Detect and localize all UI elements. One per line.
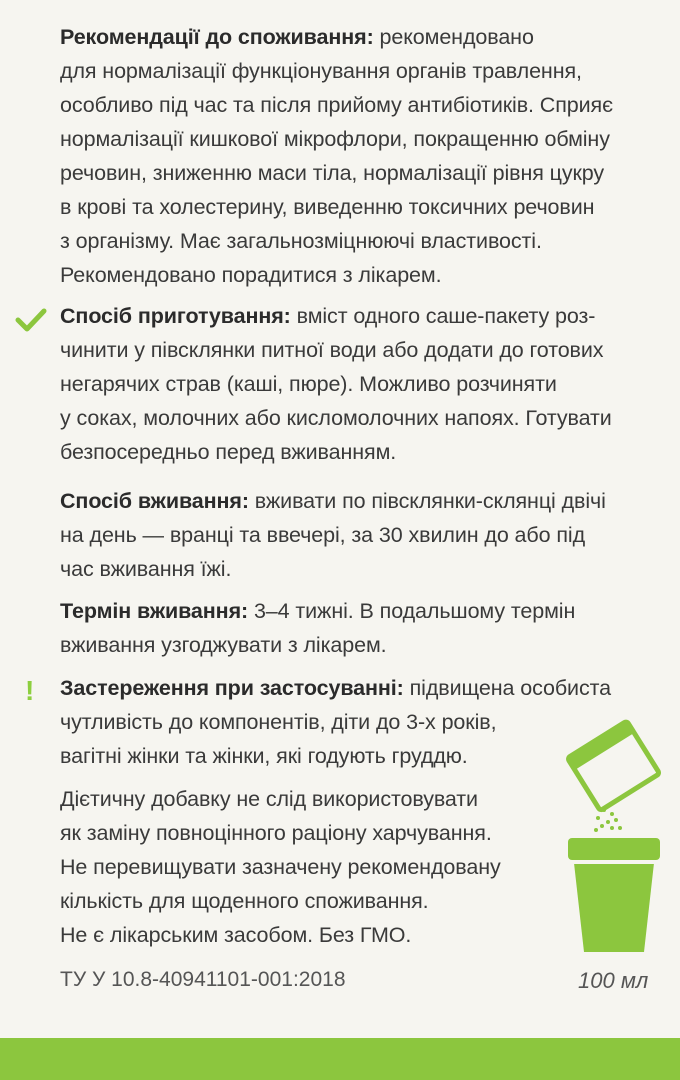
disclaimer-line: як заміну повноцінного раціону харчування. [60,821,492,845]
tu-code: ТУ У 10.8-40941101-001:2018 [60,968,346,991]
term-line: 3–4 тижні. В подальшому термін [248,599,576,623]
disclaimer-line: Не є лікарським засобом. Без ГМО. [60,923,412,947]
warning-line: підвищена особиста [403,676,611,700]
term-label: Термін вживання: [60,599,249,623]
checkmark-icon [14,306,48,334]
usage-line: на день — вранці та ввечері, за 30 хвилин до або під [60,523,586,547]
preparation-line: вміст одного саше-пакету роз- [290,304,596,328]
warning-line: вагітні жінки та жінки, які годують груддю. [60,744,468,768]
recommendation-label: Рекомендації до споживання: [60,25,374,49]
disclaimer-line: кількість для щоденного споживання. [60,889,429,913]
usage-line: вживати по півсклянки-склянці двічі [248,489,606,513]
term-section [60,594,660,662]
usage-label: Спосіб вживання: [60,489,249,513]
preparation-line: безпосередньо перед вживанням. [60,440,397,464]
recommendation-line: в крові та холестерину, виведенню токсичних речовин [60,195,595,219]
disclaimer-line: Не перевищувати зазначену рекомендовану [60,855,501,879]
recommendation-line: нормалізації кишкової мікрофлори, покращенню обміну [60,127,610,151]
preparation-line: негарячих страв (каші, пюре). Можливо розчиняти [60,372,557,396]
usage-line: час вживання їжі. [60,557,232,581]
volume-label: 100 мл [578,968,649,993]
bottom-accent-bar [0,1038,680,1080]
warning-line: чутливість до компонентів, діти до 3-х років, [60,710,497,734]
term-line: вживання узгоджувати з лікарем. [60,633,387,657]
preparation-section [60,299,660,469]
recommendation-line: рекомендовано [373,25,534,49]
exclamation-icon: ! [25,675,35,706]
recommendation-line: особливо під час та після прийому антибіотиків. Сприяє [60,93,613,117]
recommendation-line: речовин, зниженню маси тіла, нормалізації рівня цукру [60,161,605,185]
preparation-line: у соках, молочних або кисломолочних напоях. Готувати [60,406,612,430]
sachet-cup-icon [558,710,668,955]
recommendation-line: з організму. Має загальнозміцнюючі властивості. [60,229,542,253]
preparation-label: Спосіб приготування: [60,304,291,328]
disclaimer-section [60,782,560,952]
usage-section [60,484,660,586]
recommendation-section [60,20,660,292]
disclaimer-line: Дієтичну добавку не слід використовувати [60,787,478,811]
warning-label: Застереження при застосуванні: [60,676,404,700]
preparation-line: чинити у півсклянки питної води або додати до готових [60,338,604,362]
recommendation-line: для нормалізації функціонування органів травлення, [60,59,582,83]
recommendation-line: Рекомендовано порадитися з лікарем. [60,263,442,287]
